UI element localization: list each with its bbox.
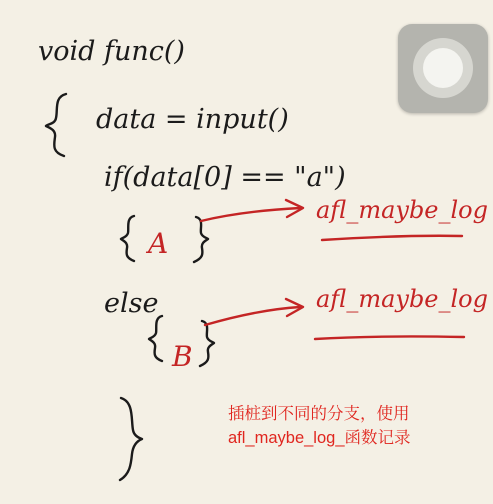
note-line-1: 插桩到不同的分支，使用 xyxy=(228,405,410,423)
assistive-touch-ring xyxy=(413,38,473,98)
block-a-close-brace xyxy=(194,217,208,262)
arrow-to-label-bottom xyxy=(205,307,300,325)
underline-label-top xyxy=(322,236,462,240)
block-b-close-brace xyxy=(200,321,214,366)
red-explanation-note xyxy=(228,402,458,450)
outer-close-brace xyxy=(120,398,142,480)
afl-label-top: afl_maybe_log xyxy=(316,196,488,224)
afl-label-bottom: afl_maybe_log xyxy=(316,285,488,313)
block-a-label: A xyxy=(148,227,169,260)
code-line-if: if(data[0] == "a") xyxy=(104,162,346,193)
assistive-touch-button[interactable] xyxy=(398,24,488,113)
code-line-assignment: data = input() xyxy=(96,104,289,135)
block-b-open-brace xyxy=(149,316,162,361)
code-line-func-signature: void func() xyxy=(38,36,185,67)
arrow-to-label-top xyxy=(201,208,300,221)
underline-label-bottom xyxy=(315,336,464,339)
note-line-2: afl_maybe_log_函数记录 xyxy=(228,429,411,447)
outer-open-brace xyxy=(46,94,66,156)
block-a-open-brace xyxy=(121,216,134,261)
assistive-touch-icon xyxy=(423,48,463,88)
code-line-else: else xyxy=(104,288,159,319)
block-b-label: B xyxy=(172,340,193,373)
